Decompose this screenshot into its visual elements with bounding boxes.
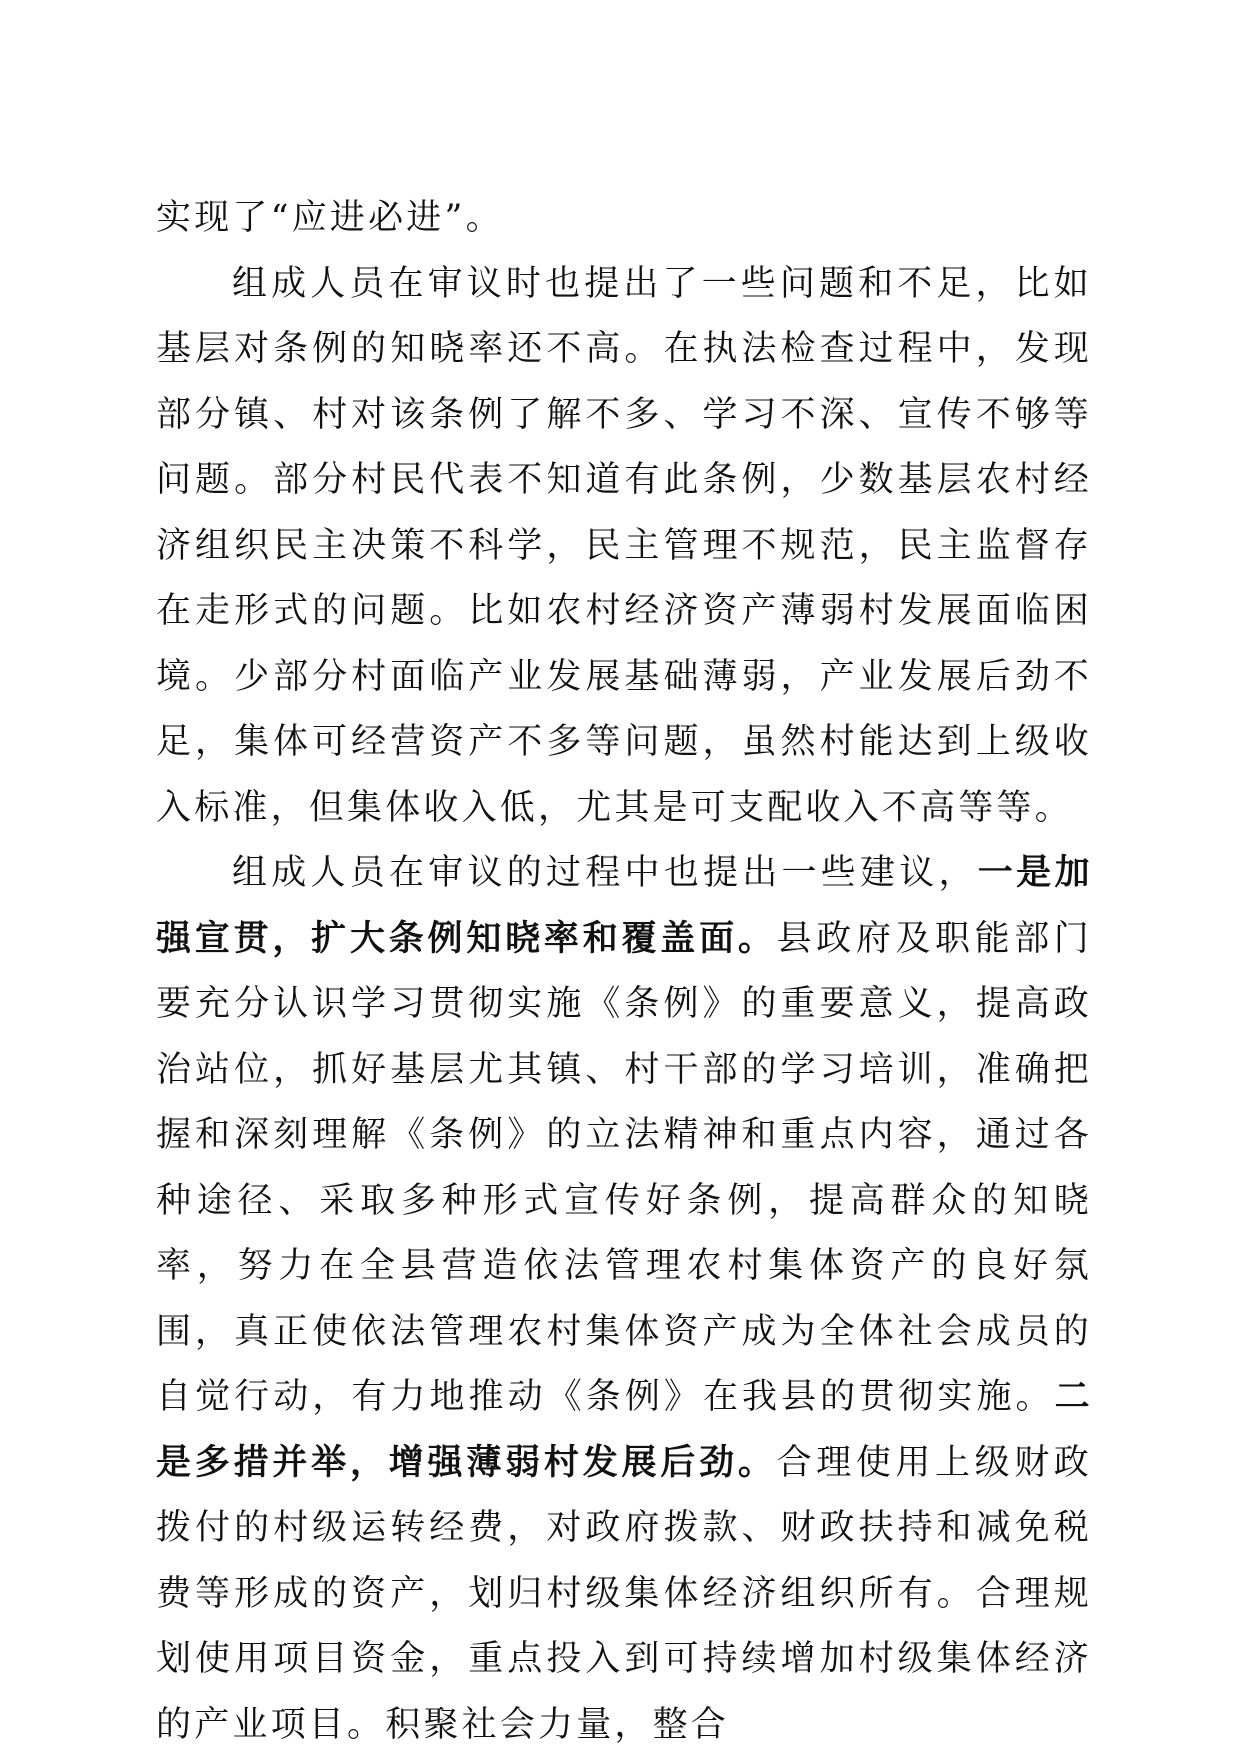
document-body	[156, 186, 1092, 1758]
paragraph-text: 实现了“应进必进”。	[156, 198, 504, 238]
paragraph-text: 组成人员在审议的过程中也提出一些建议，	[232, 853, 978, 893]
paragraph-text: 合理使用上级财政拨付的村级运转经费，对政府拨款、财政扶持和减免税费等形成的资产，划归村级集体经济组织所有。合理规划使用项目资金，重点投入到可持续增加村级集体经济的产业项目。积聚社会力量，整合	[156, 1442, 1092, 1745]
bold-heading-1: 一是加强宣贯，扩大条例知晓率和覆盖面。	[156, 853, 1092, 959]
paragraph-3	[156, 841, 1092, 1758]
paragraph-text: 组成人员在审议时也提出了一些问题和不足，比如基层对条例的知晓率还不高。在执法检查过程中，发现部分镇、村对该条例了解不多、学习不深、宣传不够等问题。部分村民代表不知道有此条例，少数基层农村经济组织民主决策不科学，民主管理不规范，民主监督存在走形式的问题。比如农村经济资产薄弱村发展面临困境。少部分村面临产业发展基础薄弱，产业发展后劲不足，集体可经营资产不多等问题，虽然村能达到上级收入标准，但集体收入低，尤其是可支配收入不高等等。	[156, 263, 1092, 828]
paragraph-2	[156, 252, 1092, 842]
paragraph-text: 县政府及职能部门要充分认识学习贯彻实施《条例》的重要意义，提高政治站位，抓好基层尤其镇、村干部的学习培训，准确把握和深刻理解《条例》的立法精神和重点内容，通过各种途径、采取多种形式宣传好条例，提高群众的知晓率，努力在全县营造依法管理农村集体资产的良好氛围，真正使依法管理农村集体资产成为全体社会成员的自觉行动，有力地推动《条例》在我县的贯彻实施。	[156, 918, 1092, 1417]
bold-heading-2: 二是多措并举，增强薄弱村发展后劲。	[156, 1377, 1092, 1483]
paragraph-1	[156, 186, 1092, 252]
